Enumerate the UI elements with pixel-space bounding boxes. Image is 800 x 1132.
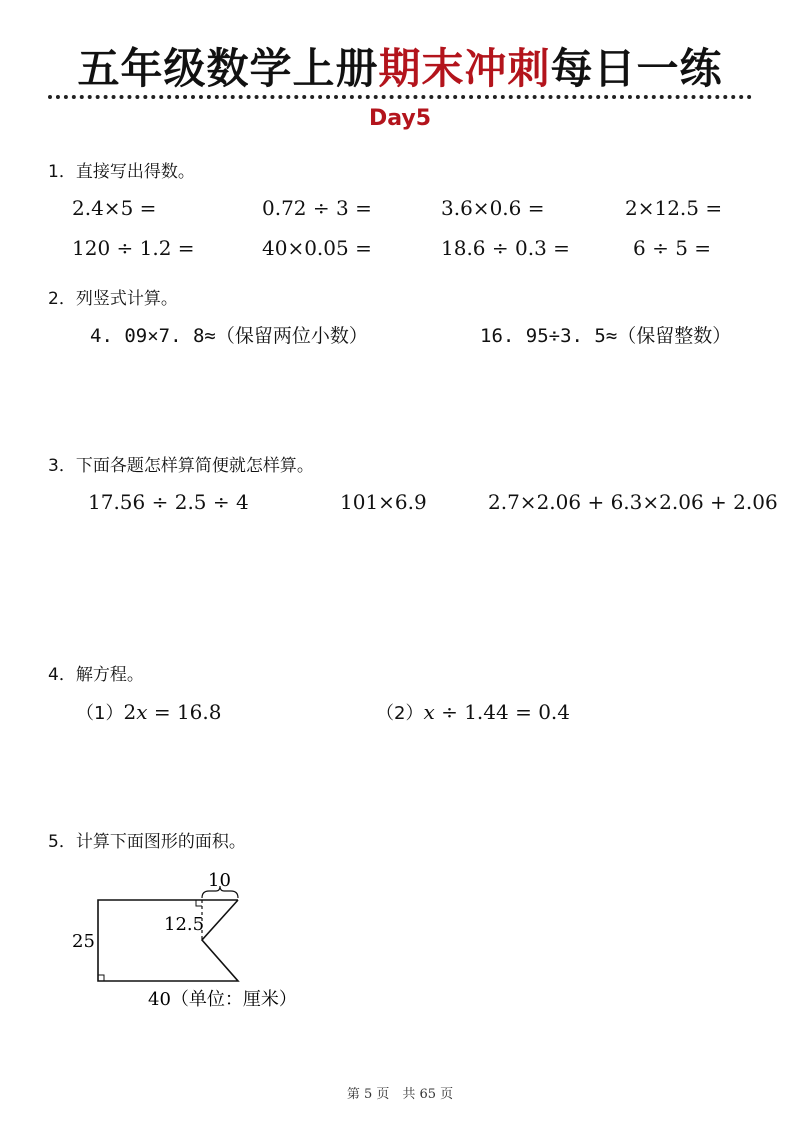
q1-item: 40×0.05 = [262,236,372,260]
bottom-label: 40（单位：厘米） [148,989,297,1010]
q1-item: 3.6×0.6 = [441,196,545,220]
equation-var: x [423,700,435,724]
q3-item: 17.56 ÷ 2.5 ÷ 4 [88,490,249,514]
q1-item: 2.4×5 = [72,196,157,220]
equation-rest: ÷ 1.44 = 0.4 [434,700,571,724]
q2-heading: 2．列竖式计算。 [48,289,178,309]
q4-heading: 4．解方程。 [48,665,144,685]
title-highlight: 期末冲刺 [378,44,551,93]
dotted-divider [48,95,752,99]
q1-item: 6 ÷ 5 = [633,236,712,260]
equation-coef: 2 [123,700,137,724]
day-label: Day5 [368,106,432,131]
title-part-2: 每日一练 [550,44,723,93]
q2-item: 16. 95÷3. 5≈（保留整数） [480,325,732,347]
equation-1 [76,699,221,725]
right-angle-mark [98,975,104,981]
q2-item: 4. 09×7. 8≈（保留两位小数） [90,325,368,347]
q1-item: 18.6 ÷ 0.3 = [441,236,570,260]
notch-label: 12.5 [164,914,205,935]
q1-item: 120 ÷ 1.2 = [72,236,195,260]
equation-var: x [136,700,148,724]
q3-heading: 3．下面各题怎样算简便就怎样算。 [48,456,314,476]
q5-heading: 5．计算下面图形的面积。 [48,832,246,852]
equation-label: （2） [376,703,424,724]
left-label: 25 [72,931,95,952]
equation-2 [376,699,570,725]
title-part-1: 五年级数学上册 [77,44,379,93]
figure-outline [98,900,238,981]
equation-label: （1） [76,703,124,724]
q1-item: 2×12.5 = [625,196,723,220]
right-angle-mark [196,900,202,906]
page-title [0,36,800,96]
q1-heading: 1．直接写出得数。 [48,162,195,182]
q3-item: 101×6.9 [340,490,427,514]
page-number: 第 5 页 共 65 页 [346,1087,454,1102]
q3-item: 2.7×2.06 + 6.3×2.06 + 2.06 [488,490,778,514]
area-figure [60,862,340,1022]
equation-rest: = 16.8 [147,700,222,724]
top-label: 10 [208,870,231,891]
q1-item: 0.72 ÷ 3 = [262,196,372,220]
